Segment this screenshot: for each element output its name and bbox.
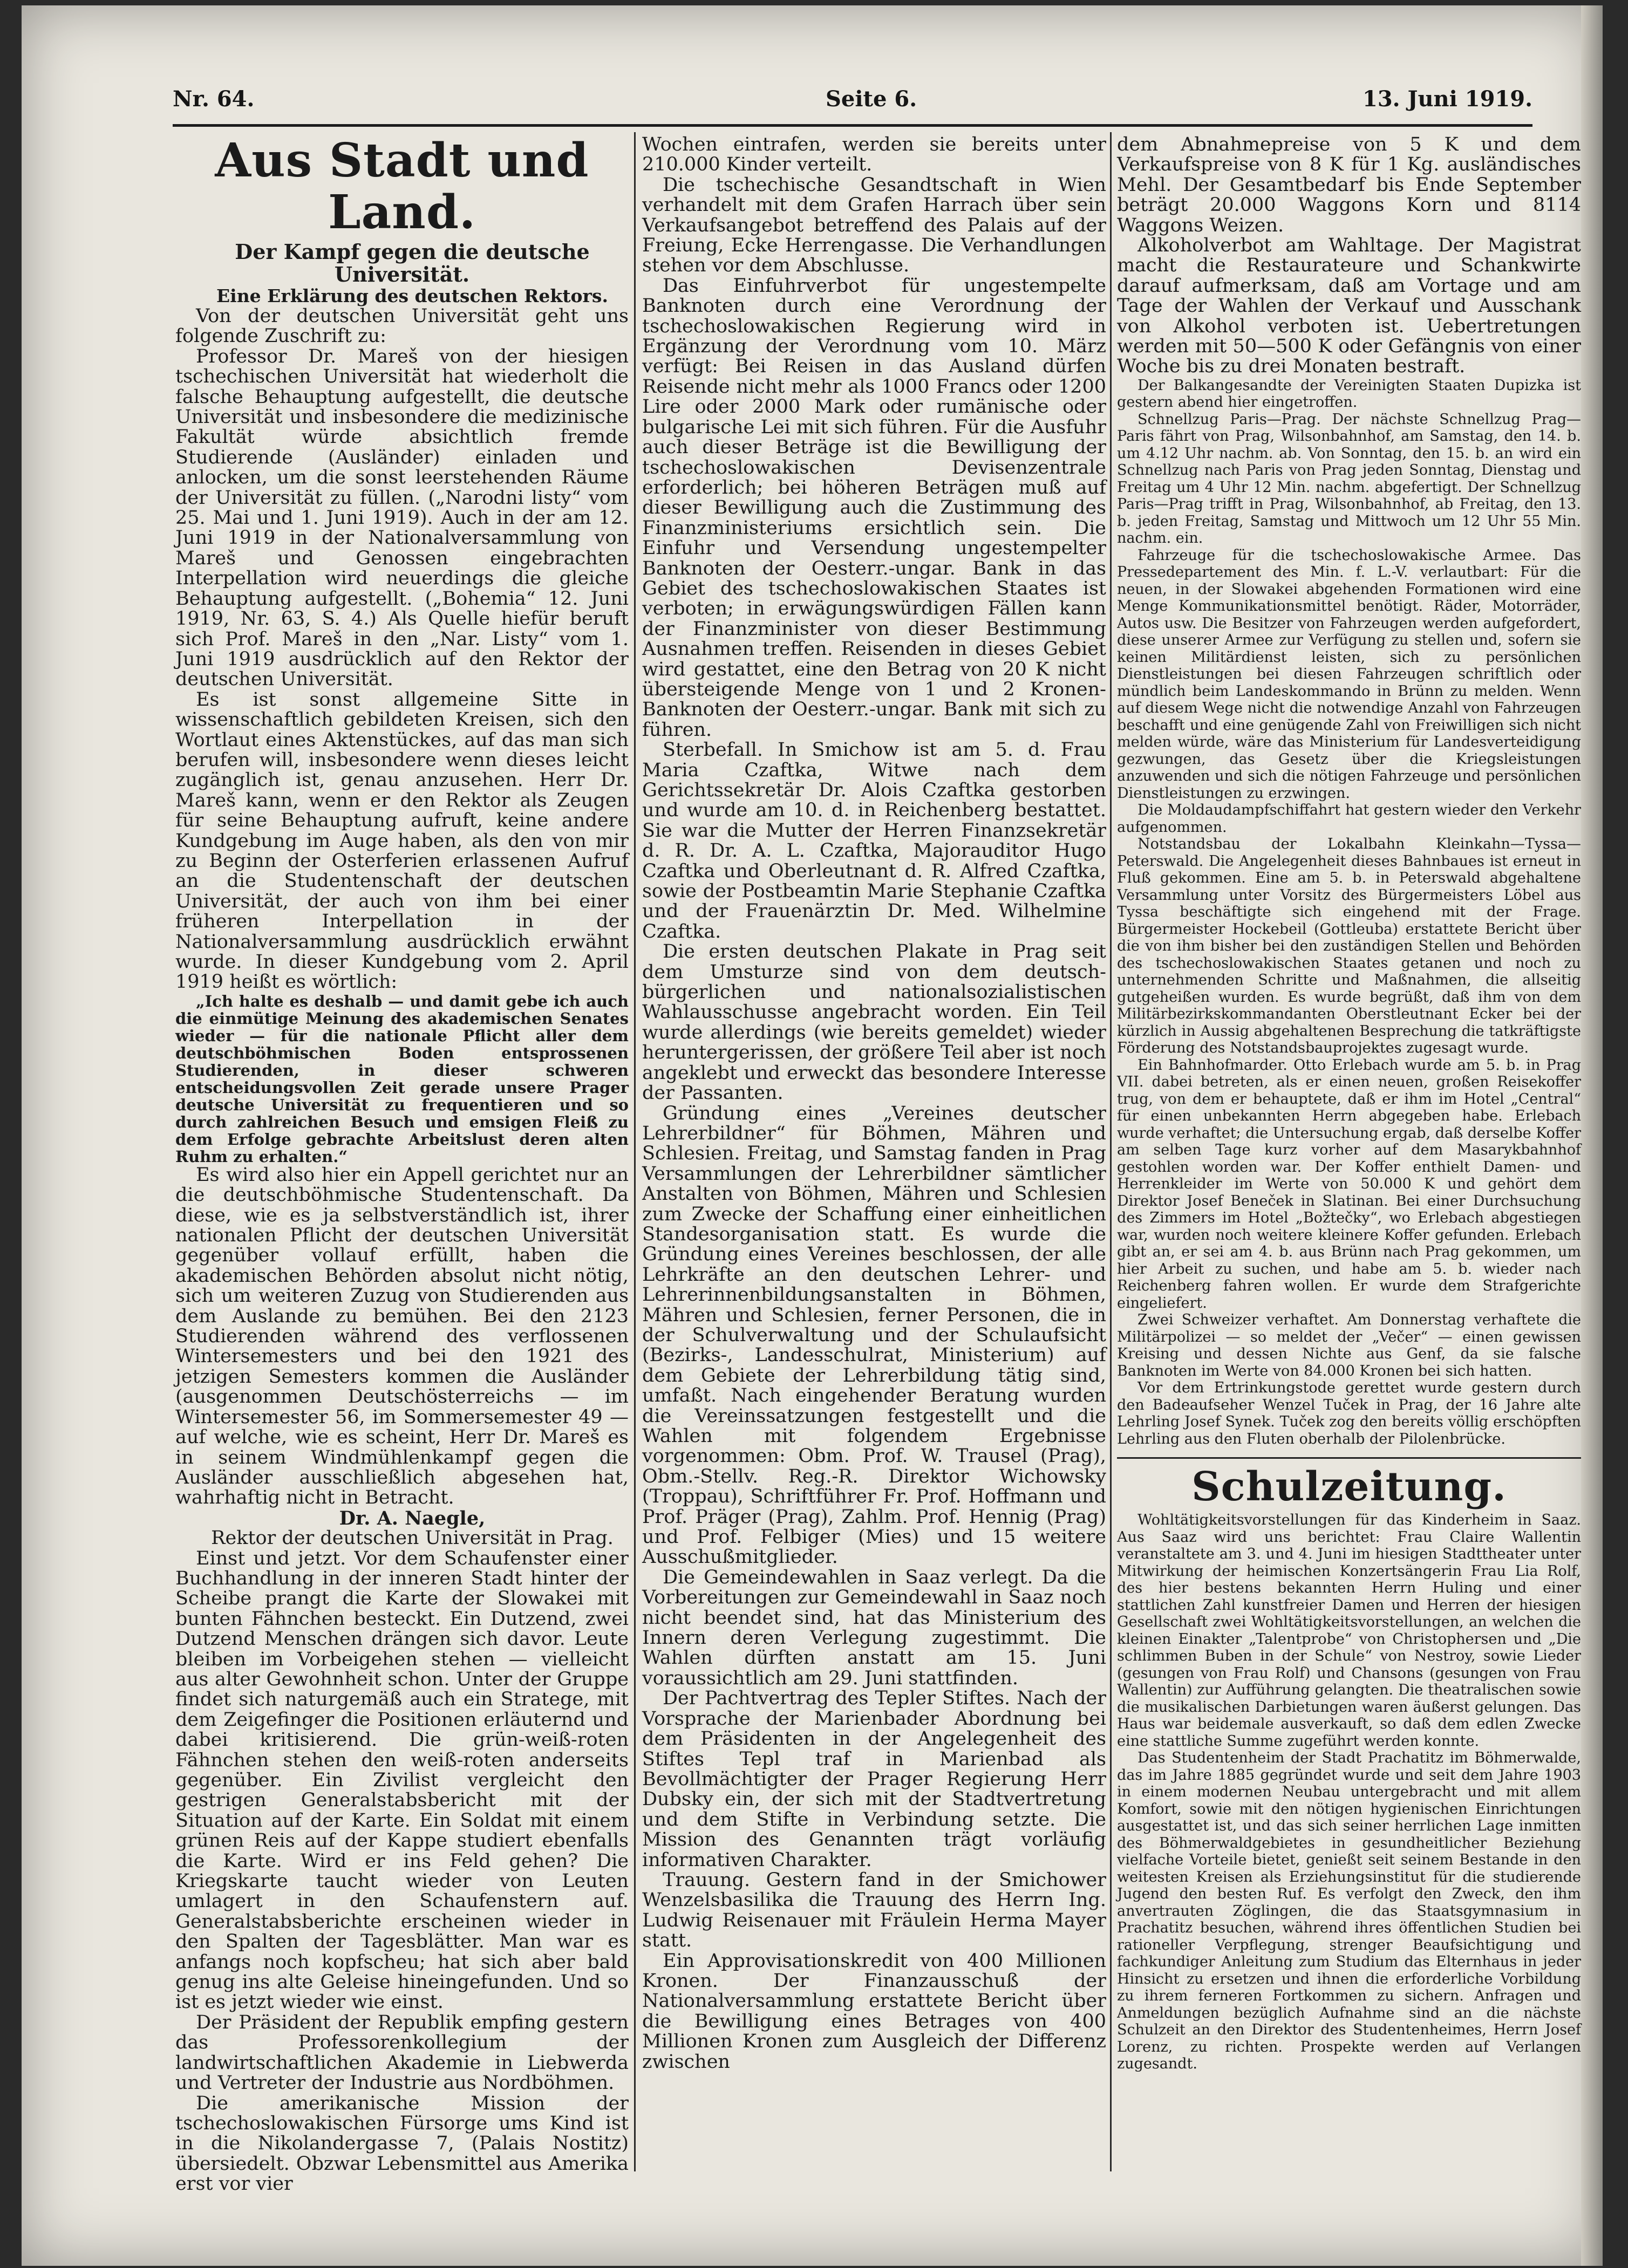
article-subheadline: Eine Erklärung des deutschen Rektors. (216, 285, 608, 306)
paragraph: Wochen eintrafen, werden sie bereits unter 210.000 Kinder verteilt. (642, 134, 1106, 176)
paragraph: Notstandsbau der Lokalbahn Kleinkahn—Tyssa—Peterswald. Die Angelegenheit dieses Bahnbaues ist erneut in Fluß gekommen. Eine am 5. b. in Peterswald abgehaltene Versammlung unter Vorsitz des Bürgermeisters Löbel aus Tyssa beschäftigte sich eingehend mit der Frage. Bürgermeister Hockebeil (Gottleuba) erstattete Bericht über die von ihm bisher bei den zuständigen Stellen und Behörden des tschechoslowakischen Staates getanen und noch zu unternehmenden Schritte und Maßnahmen, die allseitig gutgeheißen wurden. Es wurde begrüßt, daß ihm von dem Militärbezirkskommandanten Oberstleutnant Ecker bei der kürzlich in Aussig abgehaltenen Besprechung die tatkräftigste Förderung des Notstandsbauprojektes zugesagt wurde. (1117, 836, 1581, 1057)
signature-role: Rektor der deutschen Universität in Prag. (211, 1527, 614, 1549)
paragraph: Das Studentenheim der Stadt Prachatitz im Böhmerwalde, das im Jahre 1885 gegründet wurde und seit dem Jahre 1903 in einem modernen Neubau untergebracht und mit allem Komfort, sowie mit den nötigen hygienischen Einrichtungen ausgestattet ist, und das sich seiner herrlichen Lage inmitten des Böhmerwaldgebietes in gesundheitlicher Beziehung vielfache Vorteile bietet, genießt seit seinem Bestande in den weitesten Kreisen als Erziehungsinstitut für die studierende Jugend den besten Ruf. Es verfolgt den Zweck, den ihm anvertrauten Zöglingen, die das Staatsgymnasium in Prachatitz besuchen, während ihres öffentlichen Studien bei rationeller Verpflegung, strenger Beaufsichtigung und fachkundiger Anleitung zum Studium das Elternhaus in jeder Hinsicht zu ersetzen und ihnen die erforderliche Vorbildung zu ihrem ferneren Fortkommen zu sichern. Anfragen und Anmeldungen bezüglich Aufnahme sind an die nächste Schulzeit an den Direktor des Studentenheimes, Herrn Josef Lorenz, zu richten. Prospekte werden auf Verlangen zugesandt. (1117, 1750, 1581, 2073)
signature-name: Dr. A. Naegle, (339, 1507, 486, 1529)
paragraph: Die Moldaudampfschiffahrt hat gestern wieder den Verkehr aufgenommen. (1117, 802, 1581, 836)
paragraph: Gründung eines „Vereines deutscher Lehrerbildner“ für Böhmen, Mähren und Schlesien. Freitag, und Samstag fanden in Prag Versammlungen der Lehrerbildner sämtlicher Anstalten von Böhmen, Mähren und Schlesien zum Zwecke der Schaffung einer einheitlichen Standesorganisation statt. Es wurde die Gründung eines Vereines beschlossen, der alle Lehrkräfte an den deutschen Lehrer- und Lehrerinnenbildungsanstalten in Böhmen, Mähren und Schlesien, ferner Personen, die in der Schulverwaltung und der Schulaufsicht (Bezirks-, Landesschulrat, Ministerium) auf dem Gebiete der Lehrerbildung tätig sind, umfaßt. Nach eingehender Beratung wurden die Vereinssatzungen festgestellt und die Wahlen mit folgendem Ergebnisse vorgenommen: Obm. Prof. W. Trausel (Prag), Obm.-Stellv. Reg.-R. Direktor Wichowsky (Troppau), Schriftführer Fr. Prof. Hoffmann und Prof. Präger (Prag), Zahlm. Prof. Hennig (Prag) und Prof. Felbiger (Mies) und 15 weitere Ausschußmitglieder. (642, 1102, 1106, 1568)
article-headline: Der Kampf gegen die deutsche Universität. (235, 240, 590, 286)
paragraph: Der Präsident der Republik empfing gestern das Professorenkollegium der landwirtschaftlichen Akademie in Liebwerda und Vertreter der Industrie aus Nordböhmen. (175, 2011, 629, 2094)
paragraph: Vor dem Ertrinkungstode gerettet wurde gestern durch den Badeaufseher Wenzel Tuček in Prag, der 16 Jahre alte Lehrling Josef Synek. Tuček zog den bereits völlig erschöpften Lehrling aus den Fluten oberhalb der Pilolenbrücke. (1117, 1379, 1581, 1447)
paragraph: Der Pachtvertrag des Tepler Stiftes. Nach der Vorsprache der Marienbader Abordnung bei dem Präsidenten in der Angelegenheit des Stiftes Tepl traf in Marienbad als Bevollmächtigter der Prager Regierung Herr Dubsky ein, der sich mit der Stadtvertretung und dem Stifte in Verbindung setzte. Die Mission des Genannten trägt vorläufig informativen Charakter. (642, 1688, 1106, 1871)
paragraph: dem Abnahmepreise von 5 K und dem Verkaufspreise von 8 K für 1 Kg. ausländisches Mehl. Der Gesamtbedarf bis Ende September beträgt 20.000 Waggons Korn und 8114 Waggons Weizen. (1117, 134, 1581, 236)
column-2 (642, 135, 1106, 2169)
paragraph: Wohltätigkeitsvorstellungen für das Kinderheim in Saaz. Aus Saaz wird uns berichtet: Frau Claire Wallentin veranstaltete am 3. und 4. Juni im hiesigen Stadttheater unter Mitwirkung der heimischen Konzertsängerin Frau Lia Rolf, des hier bestens bekannten Herrn Huling und einer stattlichen Zahl kunstfreier Damen und Herren der hiesigen Gesellschaft zwei Wohltätigkeitsvorstellungen, an welchen die kleinen Einakter „Talentprobe“ von Christophersen und „Die schlimmen Buben in der Schule“ von Nestroy, sowie Lieder (gesungen von Frau Rolf) und Chansons (gesungen von Frau Wallentin) zur Aufführung gelangten. Die theatralischen sowie die musikalischen Darbietungen waren äußerst gelungen. Das Haus war beidemale ausverkauft, so daß dem edlen Zwecke eine stattliche Summe zugeführt werden konnte. (1117, 1512, 1581, 1750)
page-number: Seite 6. (826, 86, 917, 112)
section-rule (1117, 1457, 1581, 1459)
section-title-school: Schulzeitung. (1191, 1464, 1507, 1511)
paragraph: Ein Approvisationskredit von 400 Millionen Kronen. Der Finanzausschuß der Nationalversammlung erstattete Bericht über die Bewilligung eines Betrages von 400 Millionen Kronen zum Ausgleich der Differenz zwischen (642, 1950, 1106, 2073)
paragraph: Fahrzeuge für die tschechoslowakische Armee. Das Pressedepartement des Min. f. L.-V. verlautbart: Für die neuen, in der Slowakei abgehenden Formationen wird eine Menge Kommunikationsmittel benötigt. Räder, Motorräder, Autos usw. Die Besitzer von Fahrzeugen werden aufgefordert, diese unserer Armee zur Verfügung zu stellen und, sofern sie keinen Militärdienst leisten, sich zu persönlichen Dienstleistungen bei diesen Fahrzeugen schriftlich oder mündlich beim Landeskommando in Brünn zu melden. Wenn auf diesem Wege nicht die notwendige Anzahl von Fahrzeugen beschafft und eine genügende Zahl von Freiwilligen sich nicht melden würde, wäre das Ministerium für Landesverteidigung gezwungen, das Gesetz über die Kriegsleistungen anzuwenden und sich die nötigen Fahrzeuge und persönlichen Dienstleistungen zu erzwingen. (1117, 546, 1581, 802)
paragraph: Schnellzug Paris—Prag. Der nächste Schnellzug Prag—Paris fährt von Prag, Wilsonbahnhof, am Samstag, den 14. b. um 4.12 Uhr nachm. ab. Von Sonntag, den 15. b. an wird ein Schnellzug nach Paris von Prag jeden Sonntag, Dienstag und Freitag um 4 Uhr 12 Min. nachm. abgefertigt. Der Schnellzug Paris—Prag trifft in Prag, Wilsonbahnhof, ab Freitag, den 13. b. jeden Freitag, Samstag und Mittwoch um 12 Uhr 55 Min. nachm. ein. (1117, 411, 1581, 547)
section-title: Aus Stadt und Land. (215, 133, 589, 240)
paragraph: Alkoholverbot am Wahltage. Der Magistrat macht die Restaurateure und Schankwirte darauf aufmerksam, daß am Vortage und am Tage der Wahlen der Verkauf und Ausschank von Alkohol verboten ist. Uebertretungen werden mit 50—500 K oder Gefängnis von einer Woche bis zu drei Monaten bestraft. (1117, 235, 1581, 378)
quoted-passage: „Ich halte es deshalb — und damit gebe ich auch die einmütige Meinung des akademischen Senates wieder — für die nationale Pflicht aller dem deutschböhmischen Boden entsprossenen Studierenden, in dieser schweren entscheidungsvollen Zeit gerade unsere Prager deutsche Universität zu frequentieren und so durch zahlreichen Besuch und emsigen Fleiß zu dem Erfolge gebrachte Arbeitslust deren alten Ruhm zu erhalten.“ (175, 992, 629, 1166)
page-edge (1581, 5, 1603, 2266)
paragraph: Es wird also hier ein Appell gerichtet nur an die deutschböhmische Studentenschaft. Da diese, wie es ja selbstverständlich ist, ihrer nationalen Pflicht der deutschen Universität gegenüber vollauf erfüllt, haben die akademischen Behörden absolut nicht nötig, sich um weiteren Zuzug von Studierenden aus dem Auslande zu bemühen. Bei den 2123 Studierenden während des verflossenen Wintersemesters und bei den 1921 des jetzigen Semesters kommen die Ausländer (ausgenommen Deutschösterreichs — im Wintersemester 56, im Sommersemester 49 — auf welche, wie es scheint, Herr Dr. Mareš es in seinem Windmühlenkampf gegen die Ausländer ausschließlich abgesehen hat, wahrhaftig nicht in Betracht. (175, 1164, 629, 1509)
paragraph: Die ersten deutschen Plakate in Prag seit dem Umsturze sind von dem deutsch-bürgerlichen und nationalsozialistischen Wahlausschusse angebracht worden. Ein Teil wurde allerdings (wie bereits gemeldet) wieder heruntergerissen, der größere Teil aber ist noch angeklebt und erweckt das besondere Interesse der Passanten. (642, 941, 1106, 1104)
paragraph: Das Einfuhrverbot für ungestempelte Banknoten durch eine Verordnung der tschechoslowakischen Regierung wird in Ergänzung der Verordnung vom 10. März verfügt: Bei Reisen in das Ausland dürfen Reisende nicht mehr als 1000 Francs oder 1200 Lire oder 2000 Mark oder rumänische oder bulgarische Lei mit sich führen. Für die Ausfuhr auch dieser Beträge ist die Bewilligung der tschechoslowakischen Devisenzentrale erforderlich; bei höheren Beträgen muß auf dieser Bewilligung auch die Zustimmung des Finanzministeriums ersichtlich sein. Die Einfuhr und Versendung ungestempelter Banknoten der Oesterr.-ungar. Bank in das Gebiet des tschechoslowakischen Staates ist verboten; in erwägungswürdigen Fällen kann der Finanzminister von dieser Bestimmung Ausnahmen treffen. Reisenden in dieses Gebiet wird gestattet, eine den Betrag von 20 K nicht übersteigende Menge von 1 und 2 Kronen-Banknoten der Oesterr.-ungar. Bank mit sich zu führen. (642, 275, 1106, 741)
column-3 (1117, 135, 1581, 2169)
paragraph: Die amerikanische Mission der tschechoslowakischen Fürsorge ums Kind ist in die Nikolandergasse 7, (Palais Nostitz) übersiedelt. Obzwar Lebensmittel aus Amerika erst vor vier (175, 2092, 629, 2195)
paragraph: Die Gemeindewahlen in Saaz verlegt. Da die Vorbereitungen zur Gemeindewahl in Saaz noch nicht beendet sind, hat das Ministerium des Innern deren Verlegung zugestimmt. Die Wahlen dürften anstatt am 15. Juni voraussichtlich am 29. Juni stattfinden. (642, 1566, 1106, 1689)
issue-number: Nr. 64. (173, 86, 255, 112)
paragraph: Zwei Schweizer verhaftet. Am Donnerstag verhaftete die Militärpolizei — so meldet der „Večer“ — einen gewissen Kreising und dessen Nichte aus Genf, da sie falsche Banknoten im Werte von 84.000 Kronen bei sich hatten. (1117, 1311, 1581, 1379)
paragraph: Es ist sonst allgemeine Sitte in wissenschaftlich gebildeten Kreisen, sich den Wortlaut eines Aktenstückes, auf das man sich berufen will, insbesondere wenn dieses leicht zugänglich ist, genau anzusehen. Herr Dr. Mareš kann, wenn er den Rektor als Zeugen für seine Behauptung aufruft, keine andere Kundgebung im Auge haben, als den von mir zu Beginn der Osterferien erlassenen Aufruf an die Studentenschaft der deutschen Universität, der auch von ihm bei einer früheren Interpellation in der Nationalversammlung ausdrücklich erwähnt wurde. In dieser Kundgebung vom 2. April 1919 heißt es wörtlich: (175, 688, 629, 993)
column-1 (175, 133, 629, 2195)
running-header (173, 86, 1532, 119)
paragraph: Der Balkangesandte der Vereinigten Staaten Dupizka ist gestern abend hier eingetroffen. (1117, 377, 1581, 411)
column-divider (634, 132, 636, 2171)
paragraph: Sterbefall. In Smichow ist am 5. d. Frau Maria Czaftka, Witwe nach dem Gerichtssekretär Dr. Alois Czaftka gestorben und wurde am 10. d. in Reichenberg bestattet. Sie war die Mutter der Herren Finanzsekretär d. R. Dr. A. L. Czaftka, Majorauditor Hugo Czaftka und Oberleutnant d. R. Alfred Czaftka, sowie der Postbeamtin Marie Stephanie Czaftka und der Frauenärztin Dr. Med. Wilhelmine Czaftka. (642, 739, 1106, 942)
paragraph: Professor Dr. Mareš von der hiesigen tschechischen Universität hat wiederholt die falsche Behauptung aufgestellt, die deutsche Universität und insbesondere die medizinische Fakultät würde absichtlich fremde Studierende (Ausländer) einladen und anlocken, um die sonst leerstehenden Räume der Universität zu füllen. („Narodni listy“ vom 25. Mai und 1. Juni 1919). Auch in der am 12. Juni 1919 in der Nationalversammlung von Mareš und Genossen eingebrachten Interpellation wird neuerdings die gleiche Behauptung aufgestellt. („Bohemia“ 12. Juni 1919, Nr. 63, S. 4.) Als Quelle hiefür beruft sich Prof. Mareš in den „Nar. Listy“ vom 1. Juni 1919 ausdrücklich auf den Rektor der deutschen Universität. (175, 345, 629, 691)
paragraph: Ein Bahnhofmarder. Otto Erlebach wurde am 5. b. in Prag VII. dabei betreten, als er einen neuen, großen Reisekoffer trug, von dem er behauptete, daß er ihm im Hotel „Central“ für einen unbekannten Herrn abgegeben habe. Erlebach wurde verhaftet; die Untersuchung ergab, daß derselbe Koffer am selben Tage kurz vorher auf dem Masarykbahnhof gestohlen worden war. Der Koffer enthielt Damen- und Herrenkleider im Werte von 50.000 K und gehört dem Direktor Josef Beneček in Slatinan. Bei einer Durchsuchung des Zimmers im Hotel „Božtečky“, wo Erlebach abgestiegen war, wurden noch weitere kleinere Koffer gefunden. Erlebach gibt an, er sei am 4. b. aus Brünn nach Prag gekommen, um hier Arbeit zu suchen, und habe am 5. b. wieder nach Reichenberg fahren wollen. Er wurde dem Strafgerichte eingeliefert. (1117, 1056, 1581, 1311)
paragraph: Trauung. Gestern fand in der Smichower Wenzelsbasilika die Trauung des Herrn Ing. Ludwig Reisenauer mit Fräulein Herma Mayer statt. (642, 1869, 1106, 1952)
paragraph: Die tschechische Gesandtschaft in Wien verhandelt mit dem Grafen Harrach über sein Verkaufsangebot betreffend des Palais auf der Freiung, Ecke Herrengasse. Die Verhandlungen stehen vor dem Abschlusse. (642, 174, 1106, 277)
header-rule (173, 124, 1532, 127)
issue-date: 13. Juni 1919. (1363, 86, 1532, 112)
newspaper-page (22, 5, 1603, 2266)
paragraph: Von der deutschen Universität geht uns folgende Zuschrift zu: (175, 305, 629, 347)
column-divider (1110, 132, 1112, 2171)
paragraph: Einst und jetzt. Vor dem Schaufenster einer Buchhandlung in der inneren Stadt hinter der Scheibe prangt die Karte der Slowakei mit bunten Fähnchen besteckt. Ein Dutzend, zwei Dutzend Menschen drängen sich davor. Leute bleiben im Vorbeigehen stehen — vielleicht aus alter Gewohnheit schon. Unter der Gruppe findet sich naturgemäß auch ein Stratege, mit dem Zeigefinger die Positionen erläuternd und dabei kritisierend. Die grün-weiß-roten Fähnchen stehen den weiß-roten anderseits gegenüber. Ein Zivilist vergleicht den gestrigen Generalstabsbericht mit der Situation auf der Karte. Ein Soldat mit einem grünen Reis auf der Kappe studiert ebenfalls die Karte. Wird er ins Feld gehen? Die Kriegskarte taucht wieder von Leuten umlagert in den Schaufenstern auf. Generalstabsberichte erscheinen wieder in den Spalten der Tagesblätter. Man war es anfangs noch kopfscheu; hat sich aber bald genug ins alte Geleise hineingefunden. Und so ist es jetzt wieder wie einst. (175, 1547, 629, 2013)
